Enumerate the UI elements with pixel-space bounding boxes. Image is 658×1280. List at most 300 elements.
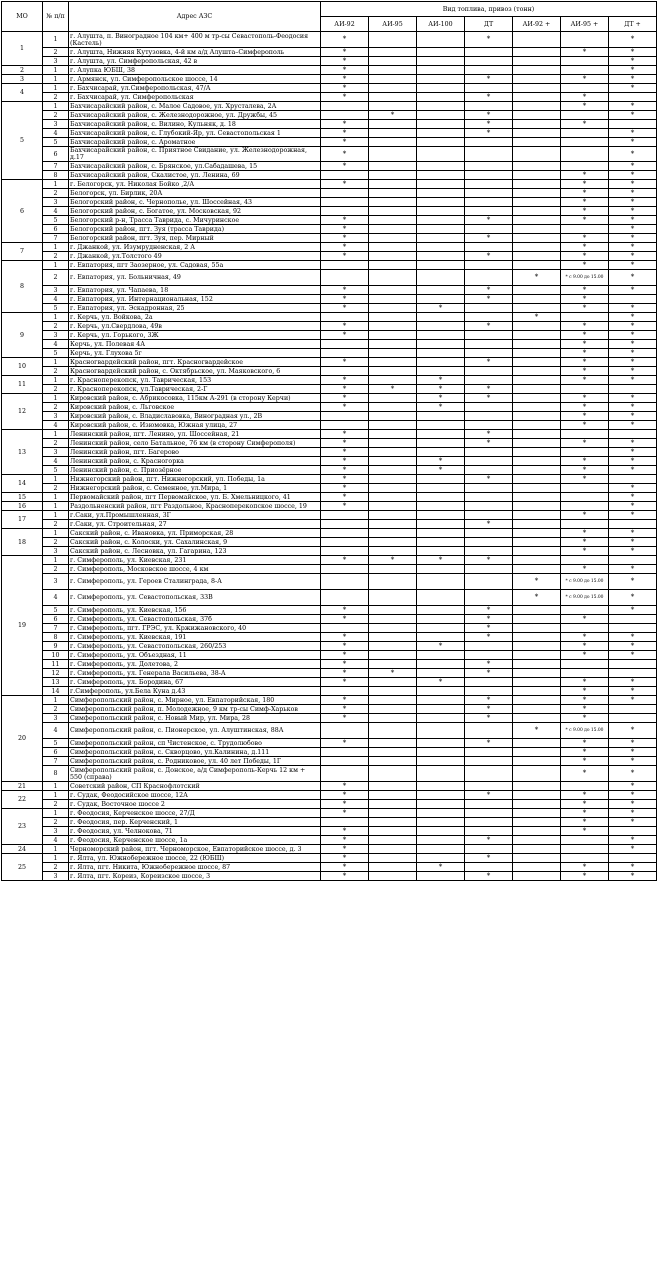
fuel-availability-cell [417,511,465,520]
table-row [2,574,657,590]
row-number: 3 [43,198,69,207]
fuel-availability-cell [417,358,465,367]
fuel-availability-cell: * [609,349,657,358]
fuel-availability-cell [417,171,465,180]
fuel-availability-cell [321,511,369,520]
fuel-availability-cell [465,863,513,872]
fuel-availability-cell: * [465,696,513,705]
fuel-availability-cell: * [465,430,513,439]
fuel-availability-cell [417,818,465,827]
fuel-availability-cell: * [561,757,609,766]
station-address: г. Алушта, ул. Симферопольская, 42 в [69,57,321,66]
row-number: 3 [43,872,69,881]
fuel-availability-cell [417,66,465,75]
fuel-availability-cell [369,696,417,705]
fuel-availability-cell [417,57,465,66]
fuel-availability-cell: * [465,252,513,261]
station-address: Белогорский р-н, Трасса Таврида, с. Мичуринское [69,216,321,225]
fuel-availability-cell: * [561,696,609,705]
fuel-availability-cell: * [561,687,609,696]
station-address: Сакский район, с. Лесновка, ул. Гагарина, 123 [69,547,321,556]
header-address: Адрес АЗС [69,2,321,32]
station-address: г. Алушта, Нижняя Кутузовка, 4-й км а/д Алушта–Симферополь [69,48,321,57]
fuel-availability-cell [465,349,513,358]
fuel-availability-cell: * [561,748,609,757]
fuel-availability-cell [465,466,513,475]
fuel-availability-cell [465,782,513,791]
fuel-availability-cell [465,723,513,739]
station-address: г. Феодосия, Керченское шоссе, 27/Д [69,809,321,818]
fuel-availability-cell [513,529,561,538]
fuel-availability-cell [465,845,513,854]
fuel-availability-cell [417,448,465,457]
row-number: 4 [43,207,69,216]
mo-cell: 22 [2,791,43,809]
mo-cell: 23 [2,809,43,845]
fuel-availability-cell [609,385,657,394]
row-number: 8 [43,171,69,180]
row-number: 6 [43,225,69,234]
row-number: 4 [43,723,69,739]
station-address: г. Феодосия, Керченское шоссе, 1а [69,836,321,845]
table-row [2,818,657,827]
fuel-availability-cell [465,818,513,827]
table-row [2,412,657,421]
fuel-availability-cell: * [321,304,369,313]
fuel-availability-cell [513,475,561,484]
row-number: 12 [43,669,69,678]
fuel-availability-cell [609,120,657,129]
table-row [2,678,657,687]
fuel-availability-cell [417,574,465,590]
table-row [2,457,657,466]
fuel-availability-cell [417,845,465,854]
fuel-availability-cell [513,57,561,66]
fuel-availability-cell: * [609,261,657,270]
row-number: 1 [43,696,69,705]
fuel-availability-cell: * [561,466,609,475]
fuel-availability-cell [321,102,369,111]
fuel-availability-cell [609,827,657,836]
fuel-availability-cell [465,66,513,75]
fuel-availability-cell [417,520,465,529]
fuel-availability-cell [513,615,561,624]
fuel-availability-cell [513,565,561,574]
fuel-availability-cell: * [321,234,369,243]
row-number: 2 [43,818,69,827]
fuel-availability-cell [417,129,465,138]
fuel-availability-cell [513,818,561,827]
station-address: г. Симферополь, ул. Севастопольская, 33В [69,590,321,606]
fuel-availability-cell [369,818,417,827]
station-address: г. Керчь, ул. Войкова, 2а [69,313,321,322]
fuel-availability-cell [321,270,369,286]
fuel-availability-cell: * [609,340,657,349]
fuel-availability-cell [465,827,513,836]
fuel-availability-cell: * [321,216,369,225]
row-number: 1 [43,394,69,403]
fuel-availability-cell: * [321,75,369,84]
fuel-availability-cell [369,66,417,75]
fuel-availability-cell [369,349,417,358]
fuel-availability-cell [513,624,561,633]
fuel-availability-cell [513,322,561,331]
fuel-availability-cell [513,606,561,615]
row-number: 7 [43,234,69,243]
fuel-availability-cell [417,827,465,836]
row-number: 5 [43,216,69,225]
fuel-availability-cell [417,791,465,800]
fuel-availability-cell: * [321,660,369,669]
fuel-availability-cell: * [465,854,513,863]
fuel-availability-cell: * [321,448,369,457]
fuel-availability-cell: * [609,782,657,791]
table-row [2,403,657,412]
fuel-availability-cell [513,120,561,129]
fuel-availability-cell: * [513,723,561,739]
fuel-availability-cell [513,84,561,93]
table-row [2,606,657,615]
station-address: г. Симферополь, ул. Генерала Васильева, 38-А [69,669,321,678]
fuel-availability-cell [417,286,465,295]
station-address: Нижнегорский район, с. Семенное, ул.Мира, 1 [69,484,321,493]
fuel-availability-cell: * [561,565,609,574]
fuel-availability-cell [369,547,417,556]
fuel-availability-cell [609,556,657,565]
fuel-availability-cell [321,574,369,590]
fuel-availability-cell [369,286,417,295]
fuel-availability-cell: * [465,520,513,529]
fuel-availability-cell [369,800,417,809]
fuel-availability-cell: * [561,403,609,412]
fuel-availability-cell [513,349,561,358]
table-row [2,367,657,376]
table-row [2,615,657,624]
station-address: Ленинский район, пгт. Ленино, ул. Шоссейная, 21 [69,430,321,439]
fuel-availability-cell [561,574,609,590]
fuel-availability-cell: * [321,466,369,475]
mo-cell: 3 [2,75,43,84]
fuel-availability-cell: * [609,493,657,502]
fuel-availability-cell: * [561,286,609,295]
table-row [2,331,657,340]
row-number: 1 [43,854,69,863]
station-address: Ленинский район, с. Приозёрное [69,466,321,475]
table-row [2,529,657,538]
fuel-availability-cell [513,286,561,295]
fuel-availability-cell [369,331,417,340]
fuel-availability-cell [417,340,465,349]
fuel-availability-cell [513,295,561,304]
table-row [2,791,657,800]
mo-cell: 4 [2,84,43,102]
station-address: Симферопольский район, с. Скворцово, ул.Калинина, д.111 [69,748,321,757]
station-address: Бахчисарайский район, с. Вилино, Кульняк, д. 18 [69,120,321,129]
station-address: г. Феодосия, пер. Керченский, 1 [69,818,321,827]
fuel-availability-cell: * [561,633,609,642]
fuel-availability-cell [369,651,417,660]
fuel-availability-cell [561,669,609,678]
fuel-availability-cell: * [561,252,609,261]
table-row [2,705,657,714]
fuel-availability-cell [369,624,417,633]
station-address: г. Симферополь, ул. Севастопольская, 37б [69,615,321,624]
fuel-availability-cell: * [609,791,657,800]
table-row [2,252,657,261]
fuel-availability-cell [465,766,513,782]
row-number: 2 [43,322,69,331]
fuel-availability-cell [369,198,417,207]
station-address: Бахчисарайский район, с. Ароматное [69,138,321,147]
fuel-availability-cell: * [321,358,369,367]
fuel-availability-cell [561,484,609,493]
fuel-availability-cell [609,520,657,529]
fuel-availability-cell: * [561,234,609,243]
fuel-availability-cell [465,102,513,111]
fuel-availability-cell: * [465,615,513,624]
mo-cell: 25 [2,854,43,881]
fuel-availability-cell [417,198,465,207]
row-number: 5 [43,138,69,147]
fuel-availability-cell [513,331,561,340]
row-number: 1 [43,502,69,511]
fuel-availability-cell [417,243,465,252]
fuel-availability-cell [417,723,465,739]
fuel-availability-cell: * [609,207,657,216]
row-number: 3 [43,574,69,590]
fuel-availability-cell [369,748,417,757]
fuel-availability-cell: * [561,295,609,304]
fuel-availability-cell [417,705,465,714]
fuel-availability-cell [417,696,465,705]
table-row [2,225,657,234]
mo-cell: 7 [2,243,43,261]
fuel-availability-cell [513,714,561,723]
header-mo: МО [2,2,43,32]
fuel-availability-cell: * [465,234,513,243]
fuel-availability-cell [369,642,417,651]
fuel-availability-cell [513,669,561,678]
table-row [2,32,657,48]
fuel-availability-cell [513,243,561,252]
fuel-availability-cell [417,138,465,147]
table-row [2,827,657,836]
table-row [2,421,657,430]
table-row [2,669,657,678]
station-address: Сакский район, с. Ивановка, ул. Приморская, 28 [69,529,321,538]
fuel-availability-cell: * [609,367,657,376]
fuel-availability-cell [369,565,417,574]
fuel-availability-cell: * [561,547,609,556]
fuel-availability-cell: * [465,705,513,714]
fuel-availability-cell [513,660,561,669]
fuel-availability-cell [561,782,609,791]
fuel-availability-cell [321,198,369,207]
station-address: г. Симферополь, пгт. ГРЭС, ул. Кржижановского, 40 [69,624,321,633]
row-number: 2 [43,367,69,376]
row-number: 1 [43,376,69,385]
fuel-availability-cell [369,836,417,845]
fuel-availability-cell: * [561,863,609,872]
row-number: 1 [43,66,69,75]
station-address: г. Симферополь, ул. Киевская, 231 [69,556,321,565]
fuel-availability-cell [561,448,609,457]
fuel-availability-cell: * [321,642,369,651]
fuel-availability-cell: * [561,642,609,651]
station-address: Кировский район, с. Владиславовка, Виноградная ул., 2В [69,412,321,421]
fuel-availability-cell [465,547,513,556]
fuel-availability-cell: * [417,863,465,872]
fuel-availability-cell [369,261,417,270]
fuel-availability-cell [369,216,417,225]
fuel-availability-cell [513,162,561,171]
row-number: 4 [43,421,69,430]
station-address: Симферопольский район, с. Донское, а/д Симферополь-Керчь 12 км + 550 (справа) [69,766,321,782]
header-row-1 [2,2,657,17]
fuel-availability-cell: * [609,651,657,660]
fuel-availability-cell: * [465,295,513,304]
fuel-availability-cell [321,624,369,633]
fuel-availability-cell [513,511,561,520]
fuel-availability-cell [369,606,417,615]
fuel-availability-cell [465,502,513,511]
fuel-availability-cell: * [609,748,657,757]
fuel-availability-cell [465,809,513,818]
fuel-availability-cell: * [561,394,609,403]
fuel-availability-cell: * [609,863,657,872]
fuel-availability-cell: * [369,385,417,394]
fuel-availability-cell [513,385,561,394]
fuel-availability-cell: * [609,225,657,234]
fuel-availability-cell [417,180,465,189]
table-body [2,32,657,881]
fuel-availability-cell: * [561,322,609,331]
table-row [2,75,657,84]
fuel-availability-cell: * [609,696,657,705]
fuel-availability-cell [417,48,465,57]
fuel-availability-cell [513,189,561,198]
table-row [2,439,657,448]
header-fuel: АИ-92 + [513,17,561,32]
fuel-availability-cell [417,225,465,234]
mo-cell: 1 [2,32,43,66]
fuel-availability-cell: * [465,75,513,84]
fuel-availability-cell [465,304,513,313]
fuel-availability-cell: * [609,403,657,412]
station-address: г. Армянск, ул. Симферопольское шоссе, 14 [69,75,321,84]
fuel-availability-cell [513,493,561,502]
table-row [2,385,657,394]
table-row [2,48,657,57]
fuel-availability-cell [561,606,609,615]
row-number: 1 [43,102,69,111]
fuel-availability-cell [513,766,561,782]
fuel-availability-cell: * [369,111,417,120]
fuel-availability-cell [417,493,465,502]
fuel-availability-cell: * [609,466,657,475]
fuel-availability-cell [513,358,561,367]
row-number: 6 [43,147,69,162]
station-address: Кировский район, с. Абрикосовка, 115км А-291 (в сторону Керчи) [69,394,321,403]
row-number: 2 [43,111,69,120]
table-row [2,538,657,547]
fuel-availability-cell [369,714,417,723]
station-address: Ленинский район, пгт. Багерово [69,448,321,457]
fuel-availability-cell: * [561,358,609,367]
fuel-availability-cell [513,340,561,349]
fuel-availability-cell [561,430,609,439]
fuel-availability-cell [561,385,609,394]
header-fuel: АИ-95 + [561,17,609,32]
row-number: 3 [43,57,69,66]
fuel-availability-cell [609,475,657,484]
table-row [2,714,657,723]
table-row [2,836,657,845]
fuel-availability-cell: * [561,678,609,687]
mo-cell: 5 [2,102,43,180]
fuel-availability-cell: * [561,243,609,252]
fuel-availability-cell: * [321,556,369,565]
station-address: г. Феодосия, ул. Челнокова, 71 [69,827,321,836]
station-address: Бахчисарайский район, с. Приятное Свидание, ул. Железнодорожная, д.17 [69,147,321,162]
fuel-availability-cell [465,84,513,93]
fuel-availability-cell: * [561,120,609,129]
fuel-availability-cell [369,57,417,66]
fuel-availability-cell: * [609,358,657,367]
fuel-availability-cell: * [417,642,465,651]
fuel-availability-cell [465,270,513,286]
row-number: 3 [43,331,69,340]
fuel-availability-cell [513,791,561,800]
fuel-availability-cell [369,430,417,439]
station-address: Симферопольский район, с. Мирное, ул. Евпаторийская, 180 [69,696,321,705]
row-number: 2 [43,538,69,547]
fuel-availability-cell [369,502,417,511]
fuel-availability-cell [369,739,417,748]
fuel-availability-cell [465,162,513,171]
fuel-availability-cell: * [321,484,369,493]
fuel-availability-cell [369,102,417,111]
fuel-availability-cell: * [609,32,657,48]
fuel-availability-cell [321,340,369,349]
fuel-availability-cell [369,678,417,687]
fuel-availability-cell: * [609,457,657,466]
station-address: г. Симферополь, ул. Киевская, 191 [69,633,321,642]
fuel-availability-cell: * [561,75,609,84]
fuel-availability-cell [417,93,465,102]
mo-cell: 6 [2,180,43,243]
fuel-availability-cell [321,547,369,556]
header-fuel: АИ-92 [321,17,369,32]
row-number: 1 [43,475,69,484]
fuel-availability-cell: * [465,120,513,129]
fuel-availability-cell [369,322,417,331]
fuel-availability-cell [513,687,561,696]
fuel-availability-cell [513,430,561,439]
station-address: г. Симферополь, ул. Героев Сталинграда, 8-А [69,574,321,590]
fuel-availability-cell: * [465,32,513,48]
fuel-availability-cell: * [513,313,561,322]
table-row [2,484,657,493]
fuel-availability-cell [465,57,513,66]
table-row [2,138,657,147]
fuel-availability-cell [369,484,417,493]
table-row [2,295,657,304]
fuel-availability-cell [561,836,609,845]
header-num: № п/п [43,2,69,32]
fuel-availability-cell: * [321,809,369,818]
station-address: г. Евпатория, ул. Больничная, 49 [69,270,321,286]
